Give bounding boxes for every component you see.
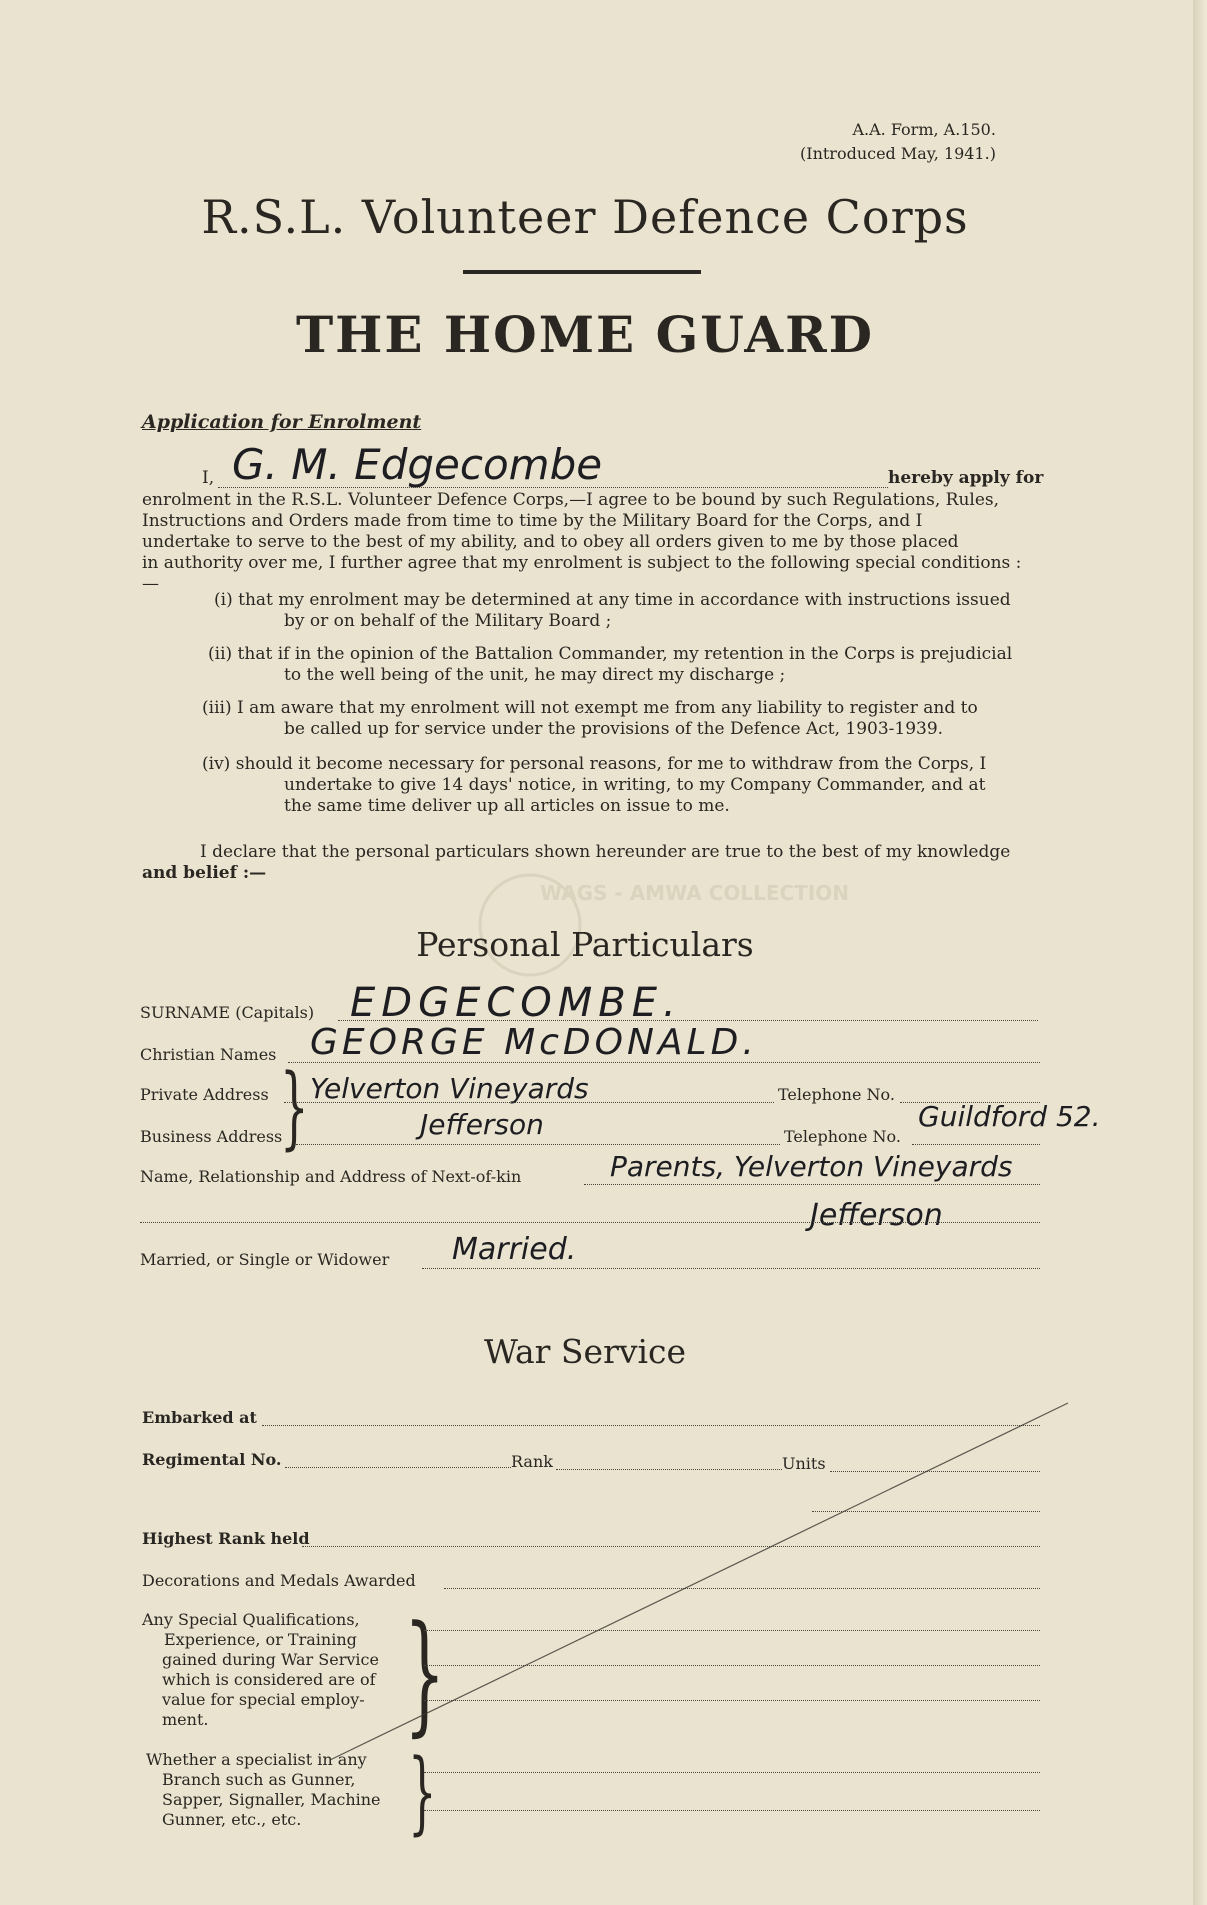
- married-label: Married, or Single or Widower: [140, 1250, 390, 1269]
- business-telephone-label: Telephone No.: [784, 1127, 901, 1146]
- specialist-label: Whether a specialist in any Branch such as Gunner, Sapper, Signaller, Machine Gunner, etc., etc.: [146, 1750, 381, 1829]
- christian-names-label: Christian Names: [140, 1045, 277, 1064]
- next-of-kin-value-2: Jefferson: [810, 1198, 943, 1233]
- declaration-line-1: I declare that the personal particulars shown hereunder are true to the best of my knowledge: [200, 842, 1011, 862]
- intro-line-4: undertake to serve to the best of my ability, and to obey all orders given to me by those placed: [142, 532, 959, 552]
- next-of-kin-label: Name, Relationship and Address of Next-of-kin: [140, 1167, 522, 1186]
- qualifications-brace: }: [404, 1597, 446, 1749]
- applicant-signature: G. M. Edgecombe: [232, 440, 603, 489]
- specialist-brace: }: [408, 1740, 437, 1845]
- embarked-label: Embarked at: [142, 1408, 257, 1427]
- telephone-value: Guildford 52.: [918, 1100, 1101, 1133]
- highest-rank-label: Highest Rank held: [142, 1529, 310, 1548]
- war-service-title: War Service: [483, 1332, 687, 1371]
- condition-iii: (iii) I am aware that my enrolment will not exempt me from any liability to register and to be called up for service under the provisions of the Defence Act, 1903-1939.: [202, 698, 978, 739]
- declaration-line-2: and belief :—: [142, 863, 267, 883]
- next-of-kin-value: Parents, Yelverton Vineyards: [610, 1150, 1013, 1183]
- surname-value: EDGECOMBE.: [350, 980, 682, 1026]
- intro-line-2: enrolment in the R.S.L. Volunteer Defence Corps,—I agree to be bound by such Regulations, Rules,: [142, 490, 1000, 510]
- condition-iv: (iv) should it become necessary for personal reasons, for me to withdraw from the Corps, I undertake to give 14 days' notice, in writing, to my Company Commander, and at the same time deliver up all articles on issue to me.: [202, 754, 987, 816]
- regimental-no-label: Regimental No.: [142, 1450, 282, 1469]
- address-brace: }: [280, 1055, 309, 1160]
- rank-label: Rank: [511, 1452, 553, 1471]
- decorations-label: Decorations and Medals Awarded: [142, 1571, 416, 1590]
- private-address-value: Yelverton Vineyards: [310, 1072, 589, 1105]
- business-address-value: Jefferson: [420, 1108, 544, 1141]
- private-address-label: Private Address: [140, 1085, 269, 1104]
- special-qualifications-label: Any Special Qualifications, Experience, or Training gained during War Service which is considered are of value for special employ- ment.: [142, 1610, 379, 1729]
- form-introduced: (Introduced May, 1941.): [800, 144, 996, 163]
- surname-label: SURNAME (Capitals): [140, 1003, 315, 1022]
- condition-ii: (ii) that if in the opinion of the Battalion Commander, my retention in the Corps is prejudicial to the well being of the unit, he may direct my discharge ;: [208, 644, 1013, 685]
- married-value: Married.: [452, 1232, 577, 1267]
- condition-i: (i) that my enrolment may be determined at any time in accordance with instructions issued by or on behalf of the Military Board ;: [214, 590, 1011, 631]
- form-number: A.A. Form, A.150.: [852, 120, 996, 139]
- intro-prefix: I,: [202, 468, 215, 488]
- intro-line-3: Instructions and Orders made from time to time by the Military Board for the Corps, and I: [142, 511, 923, 531]
- application-subtitle: Application for Enrolment: [142, 411, 422, 433]
- intro-suffix: hereby apply for: [888, 468, 1044, 488]
- main-title: THE HOME GUARD: [295, 305, 875, 364]
- stamp-text: WAGS - AMWA COLLECTION: [540, 881, 850, 905]
- organisation-title: R.S.L. Volunteer Defence Corps: [201, 190, 969, 244]
- units-label: Units: [782, 1454, 826, 1473]
- christian-names-value: GEORGE McDONALD.: [310, 1022, 758, 1063]
- intro-line-5: in authority over me, I further agree that my enrolment is subject to the following special conditions :—: [142, 553, 1022, 594]
- private-telephone-label: Telephone No.: [778, 1085, 895, 1104]
- personal-particulars-title: Personal Particulars: [416, 925, 754, 964]
- business-address-label: Business Address: [140, 1127, 283, 1146]
